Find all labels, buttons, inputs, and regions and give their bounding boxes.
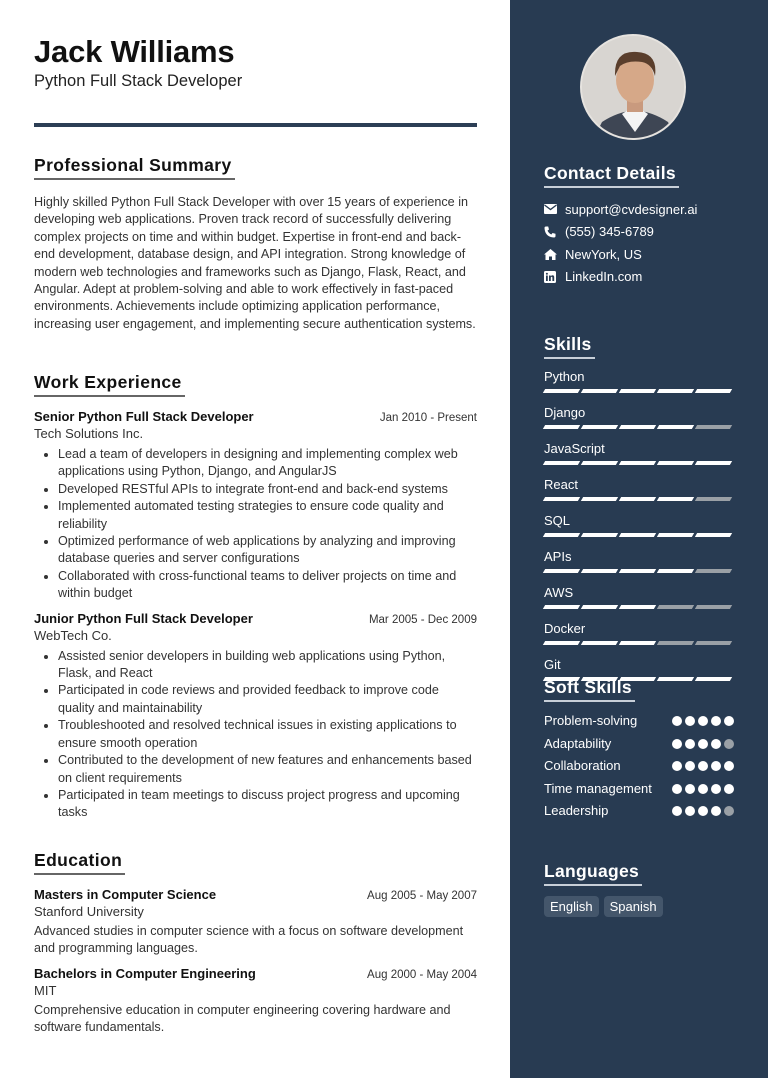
soft-skill-row [544, 735, 734, 753]
skill-segment [543, 533, 580, 537]
education-dates: Aug 2005 - May 2007 [367, 890, 477, 902]
skill-segment [619, 389, 656, 393]
skill-segment [581, 389, 618, 393]
soft-skill-rating [672, 757, 734, 771]
skill-segment [619, 569, 656, 573]
job-bullets [34, 446, 477, 603]
avatar-icon [582, 36, 686, 140]
phone-icon [544, 226, 565, 238]
section-heading: Languages [544, 861, 642, 886]
contact-text: NewYork, US [565, 246, 642, 262]
skill-segment [619, 605, 656, 609]
list-item: Assisted senior developers in building web applications using Python, Flask, and React [34, 648, 477, 683]
education-dates: Aug 2000 - May 2004 [367, 968, 477, 981]
soft-skill-name: Problem-solving [544, 713, 638, 728]
soft-skill-row [544, 802, 734, 820]
skill-segment [543, 461, 580, 465]
rating-dot-icon [685, 806, 695, 816]
skill-segment [619, 461, 656, 465]
skill-segment [543, 569, 580, 573]
rating-dot-icon [672, 784, 682, 794]
rating-dot-icon [698, 739, 708, 749]
skill-segment [543, 497, 580, 501]
job-entry [34, 611, 477, 822]
skill-segment [657, 425, 694, 429]
skill-level-bar [544, 569, 734, 574]
list-item: Collaborated with cross-functional teams to deliver projects on time and within budget [34, 568, 477, 603]
soft-skill-rating [672, 735, 734, 749]
skill-segment [695, 605, 732, 609]
job-entry [34, 409, 477, 603]
rating-dot-icon [698, 806, 708, 816]
degree-title: Masters in Computer Science [34, 887, 217, 902]
header-divider [34, 123, 477, 127]
job-bullets [34, 648, 477, 822]
skill-segment [657, 461, 694, 465]
skill-segment [695, 533, 732, 537]
rating-dot-icon [724, 716, 734, 726]
contact-text: support@cvdesigner.ai [565, 201, 698, 217]
education-entry [34, 966, 477, 1037]
soft-skill-rating [672, 802, 734, 816]
skill-segment [695, 497, 732, 501]
skill-level-bar [544, 533, 734, 538]
rating-dot-icon [698, 784, 708, 794]
list-item: Participated in code reviews and provided feedback to improve code quality and maintainability [34, 682, 477, 717]
skill-segment [581, 461, 618, 465]
contact-email[interactable] [544, 198, 734, 221]
languages-section [544, 861, 734, 917]
skill-segment [543, 641, 580, 645]
skill-segment [543, 389, 580, 393]
languages-list [544, 896, 734, 917]
list-item: Troubleshooted and resolved technical issues in existing applications to ensure smooth operation [34, 717, 477, 752]
list-item: Lead a team of developers in designing and implementing complex web applications using Python, Django, and AngularJS [34, 446, 477, 481]
skill-segment [695, 389, 732, 393]
rating-dot-icon [711, 761, 721, 771]
skill-name: Docker [544, 621, 586, 636]
skill-row [544, 440, 734, 466]
skill-level-bar [544, 425, 734, 430]
skill-level-bar [544, 461, 734, 466]
linkedin-icon [544, 271, 565, 283]
job-dates: Mar 2005 - Dec 2009 [368, 613, 477, 626]
skill-segment [581, 605, 618, 609]
skill-segment [543, 425, 580, 429]
section-heading: Skills [544, 334, 595, 359]
soft-skill-rating [672, 712, 734, 726]
skill-row [544, 548, 734, 574]
skill-row [544, 476, 734, 502]
soft-skill-name: Adaptability [544, 735, 612, 751]
skills-list [544, 368, 734, 682]
rating-dot-icon [711, 716, 721, 726]
soft-skill-rating [672, 780, 734, 794]
soft-skills-section [544, 677, 734, 825]
list-item: Developed RESTful APIs to integrate front-end and back-end systems [34, 481, 477, 498]
soft-skill-name: Time management [544, 780, 652, 796]
experience-section [34, 372, 477, 822]
skill-segment [695, 641, 732, 645]
contact-section [544, 163, 734, 288]
list-item: Participated in team meetings to discuss project progress and upcoming tasks [34, 787, 477, 822]
skill-segment [581, 533, 618, 537]
skill-name: Django [544, 405, 586, 420]
rating-dot-icon [672, 739, 682, 749]
skill-name: JavaScript [544, 441, 605, 456]
list-item: Implemented automated testing strategies to ensure code quality and reliability [34, 498, 477, 533]
skill-segment [581, 569, 618, 573]
contact-text: (555) 345-6789 [565, 224, 654, 240]
skill-segment [657, 533, 694, 537]
language-badge: Spanish [604, 896, 663, 917]
section-heading: Contact Details [544, 163, 679, 188]
home-icon [544, 249, 565, 260]
section-heading: Soft Skills [544, 677, 635, 702]
skill-segment [657, 497, 694, 501]
skill-name: Git [544, 657, 561, 672]
skill-segment [581, 425, 618, 429]
rating-dot-icon [698, 761, 708, 771]
section-heading: Professional Summary [34, 155, 235, 180]
skill-level-bar [544, 641, 734, 646]
rating-dot-icon [724, 739, 734, 749]
skill-name: AWS [544, 585, 574, 600]
contact-text: LinkedIn.com [565, 269, 643, 285]
section-heading: Work Experience [34, 372, 185, 397]
education-section [34, 850, 477, 1037]
skill-segment [543, 605, 580, 609]
job-title: Senior Python Full Stack Developer [34, 409, 254, 424]
skill-name: React [544, 477, 578, 492]
rating-dot-icon [724, 761, 734, 771]
skill-row [544, 404, 734, 430]
rating-dot-icon [711, 806, 721, 816]
rating-dot-icon [685, 739, 695, 749]
skill-row [544, 620, 734, 646]
language-badge: English [544, 896, 599, 917]
envelope-icon [544, 204, 565, 214]
skill-segment [657, 605, 694, 609]
skill-segment [581, 641, 618, 645]
soft-skills-list [544, 712, 734, 820]
list-item: Optimized performance of web applications by analyzing and improving database queries and server configurations [34, 533, 477, 568]
skill-name: APIs [544, 549, 572, 564]
rating-dot-icon [724, 806, 734, 816]
rating-dot-icon [724, 784, 734, 794]
soft-skill-name: Collaboration [544, 758, 621, 773]
skill-segment [657, 569, 694, 573]
soft-skill-row [544, 712, 734, 730]
education-description: Advanced studies in computer science with a focus on software development and programming languages. [34, 924, 464, 956]
skill-segment [619, 533, 656, 537]
company-name: Tech Solutions Inc. [34, 426, 144, 441]
rating-dot-icon [672, 716, 682, 726]
contact-location [544, 243, 734, 266]
skill-segment [695, 425, 732, 429]
skill-level-bar [544, 497, 734, 502]
soft-skill-row [544, 780, 734, 798]
skill-segment [619, 497, 656, 501]
candidate-name: Jack Williams [34, 34, 235, 69]
skill-segment [657, 389, 694, 393]
summary-section [34, 155, 477, 333]
job-title: Junior Python Full Stack Developer [34, 610, 253, 626]
rating-dot-icon [685, 761, 695, 771]
company-name: WebTech Co. [34, 627, 112, 643]
soft-skill-name: Leadership [544, 803, 609, 818]
rating-dot-icon [711, 739, 721, 749]
soft-skill-row [544, 757, 734, 775]
skill-segment [581, 497, 618, 501]
skill-segment [695, 461, 732, 465]
school-name: Stanford University [34, 904, 144, 919]
skill-row [544, 512, 734, 538]
rating-dot-icon [685, 716, 695, 726]
candidate-title: Python Full Stack Developer [34, 72, 243, 90]
skill-segment [619, 641, 656, 645]
rating-dot-icon [698, 716, 708, 726]
contact-linkedin[interactable] [544, 266, 734, 289]
skill-row [544, 368, 734, 394]
rating-dot-icon [711, 784, 721, 794]
list-item: Contributed to the development of new features and enhancements based on client requirements [34, 752, 477, 787]
contact-phone[interactable] [544, 221, 734, 244]
skill-level-bar [544, 389, 734, 394]
skill-level-bar [544, 605, 734, 610]
skill-segment [619, 425, 656, 429]
summary-text: Highly skilled Python Full Stack Developer with over 15 years of experience in developing web applications. Proven track record of successfully delivering complex projects on time and within budget. Expertise in front-end and back-end development, database design, and API integration. Strong knowledge of modern web technologies and frameworks such as Django, Flask, React, and Angular. Adept at problem-solving and able to work effectively in fast-paced environments. Achievements include optimizing application performance, increasing user engagement, and implementing secure authentication systems. [34, 195, 476, 331]
skill-name: Python [544, 369, 585, 384]
skill-row [544, 584, 734, 610]
section-heading: Education [34, 850, 125, 875]
job-dates: Jan 2010 - Present [379, 412, 477, 424]
rating-dot-icon [672, 806, 682, 816]
degree-title: Bachelors in Computer Engineering [34, 965, 256, 981]
education-entry [34, 887, 477, 958]
skills-section [544, 334, 734, 692]
skill-name: SQL [544, 513, 571, 528]
skill-segment [695, 569, 732, 573]
education-description: Comprehensive education in computer engineering covering hardware and software fundamentals. [34, 1002, 451, 1035]
rating-dot-icon [685, 784, 695, 794]
profile-photo [580, 34, 686, 140]
school-name: MIT [34, 982, 57, 998]
skill-segment [657, 641, 694, 645]
rating-dot-icon [672, 761, 682, 771]
